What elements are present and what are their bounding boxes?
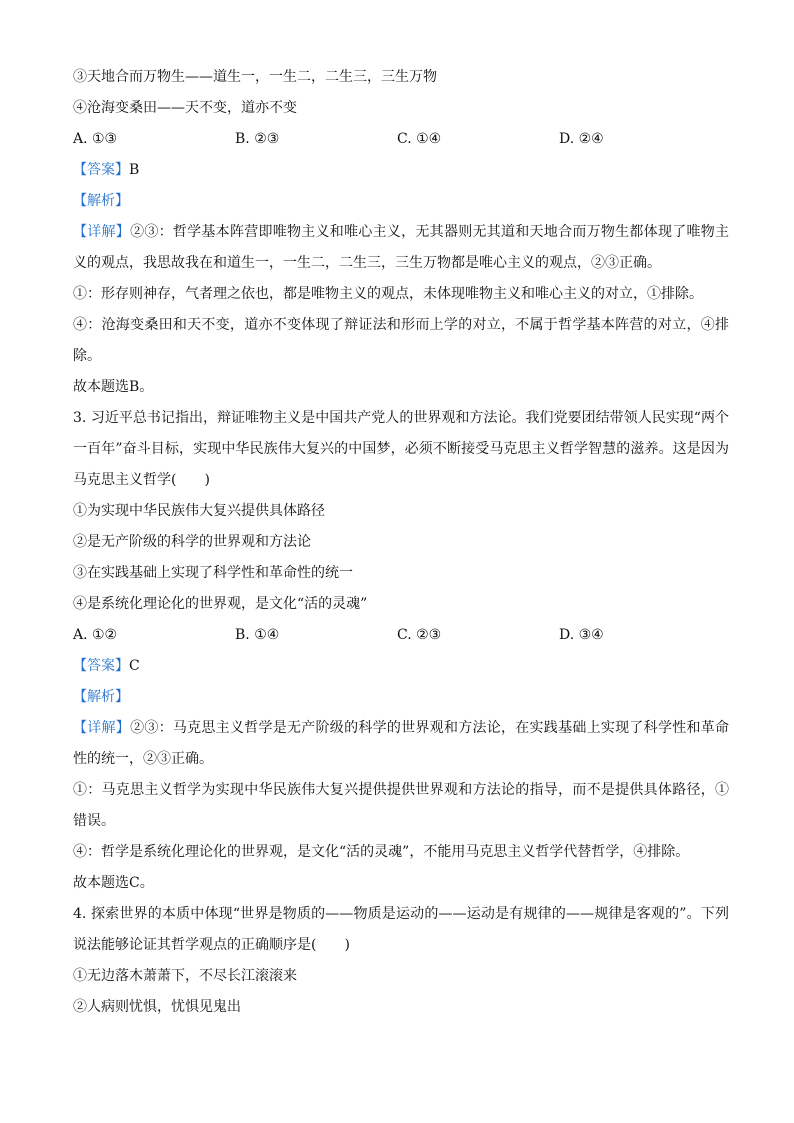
q2-answer-value: B [129, 162, 140, 178]
q3-item-1: ①为实现中华民族伟大复兴提供具体路径 [73, 503, 325, 519]
q4-item-1: ①无边落木萧萧下，不尽长江滚滚来 [73, 968, 297, 984]
q2-item-4: ④沧海变桑田——天不变，道亦不变 [73, 100, 297, 116]
q3-detail-text-1: ②③：马克思主义哲学是无产阶级的科学的世界观和方法论，在实践基础上实现了科学性和革命性的统一，②③正确。 [73, 720, 730, 767]
q3-option-c: C. ②③ [397, 627, 442, 643]
q3-analysis-tag: 【解析】 [73, 689, 129, 705]
q3-detail-paragraph-1 [73, 713, 729, 775]
q3-detail-tag: 【详解】 [73, 720, 131, 736]
q2-option-b: B. ②③ [235, 131, 280, 147]
q3-option-d: D. ③④ [559, 627, 604, 643]
q2-detail-tag: 【详解】 [73, 224, 131, 240]
q3-option-b: B. ①④ [235, 627, 280, 643]
q4-stem: 4. 探索世界的本质中体现“世界是物质的——物质是运动的——运动是有规律的——规律是客观的”。下列说法能够论证其哲学观点的正确顺序是( ) [73, 906, 729, 953]
q2-detail-paragraph-2: ①：形存则神存，气者理之依也，都是唯物主义的观点，未体现唯物主义和唯心主义的对立，①排除。 [73, 286, 703, 302]
q3-item-4: ④是系统化理论化的世界观，是文化“活的灵魂” [73, 596, 368, 612]
q2-analysis-tag: 【解析】 [73, 193, 129, 209]
q3-conclusion: 故本题选C。 [73, 875, 154, 891]
q2-option-d: D. ②④ [559, 131, 604, 147]
q2-detail-text-1: ②③：哲学基本阵营即唯物主义和唯心主义，无其器则无其道和天地合而万物生都体现了唯物主义的观点，我思故我在和道生一，一生二，二生三，三生万物都是唯心主义的观点，②③正确。 [73, 224, 730, 271]
q2-options [73, 124, 729, 155]
q2-conclusion: 故本题选B。 [73, 379, 154, 395]
q3-stem: 3. 习近平总书记指出，辩证唯物主义是中国共产党人的世界观和方法论。我们党要团结带领人民实现“两个一百年”奋斗目标，实现中华民族伟大复兴的中国梦，必须不断接受马克思主义哲学智慧的滋养。这是因为马克思主义哲学( ) [73, 410, 729, 488]
q2-option-a: A. ①③ [73, 131, 118, 147]
q2-answer-line [73, 155, 729, 186]
q3-detail-paragraph-3: ④：哲学是系统化理论化的世界观，是文化“活的灵魂”，不能用马克思主义哲学代替哲学，④排除。 [73, 844, 690, 860]
q2-answer-tag: 【答案】 [73, 162, 129, 178]
q3-answer-value: C [129, 658, 140, 674]
q2-option-c: C. ①④ [397, 131, 442, 147]
q3-item-3: ③在实践基础上实现了科学性和革命性的统一 [73, 565, 353, 581]
q3-answer-line [73, 651, 729, 682]
document-content [73, 62, 729, 1023]
q3-option-a: A. ①② [73, 627, 118, 643]
q3-detail-paragraph-2: ①：马克思主义哲学为实现中华民族伟大复兴提供提供世界观和方法论的指导，而不是提供具体路径，①错误。 [73, 782, 729, 829]
q2-detail-paragraph-3: ④：沧海变桑田和天不变，道亦不变体现了辩证法和形而上学的对立，不属于哲学基本阵营的对立，④排除。 [73, 317, 729, 364]
q3-options [73, 620, 729, 651]
q2-detail-paragraph-1 [73, 217, 729, 279]
q3-answer-tag: 【答案】 [73, 658, 129, 674]
q4-item-2: ②人病则忧惧，忧惧见鬼出 [73, 999, 241, 1015]
q3-item-2: ②是无产阶级的科学的世界观和方法论 [73, 534, 311, 550]
q2-item-3: ③天地合而万物生——道生一，一生二，二生三，三生万物 [73, 69, 437, 85]
